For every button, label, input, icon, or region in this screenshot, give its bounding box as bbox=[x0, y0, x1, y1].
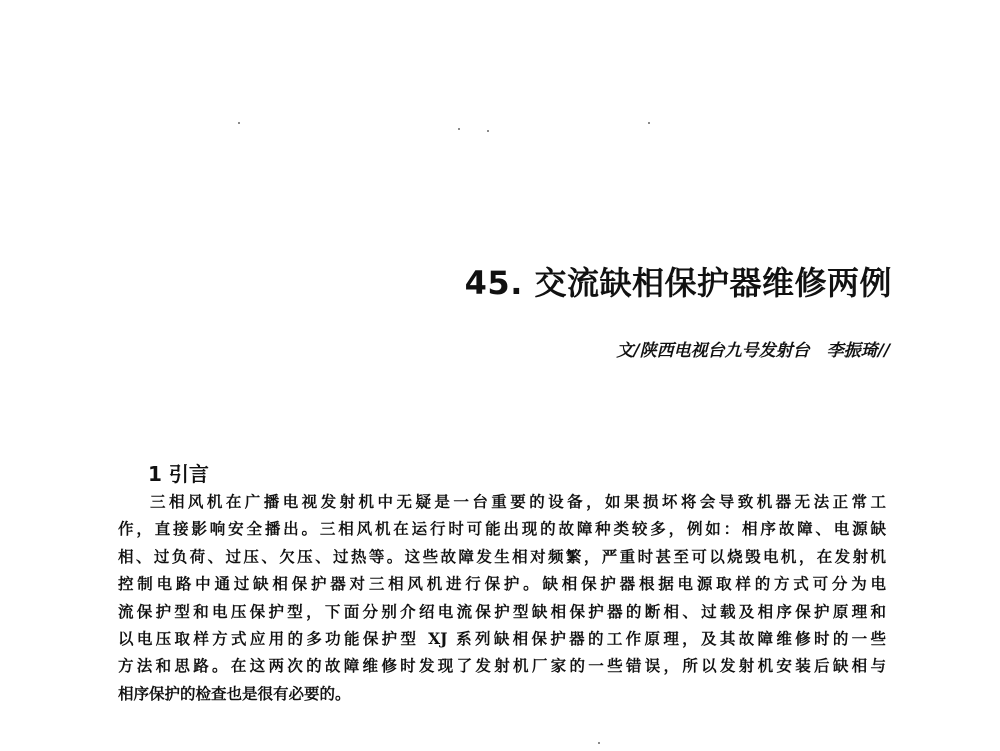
scan-speck bbox=[648, 122, 650, 124]
paragraph-line: 相序保护的检查也是很有必要的。 bbox=[118, 683, 351, 703]
paragraph-line: 作，直接影响安全播出。三相风机在运行时可能出现的故障种类较多，例如：相序故障、电源缺 bbox=[118, 519, 886, 539]
paragraph-line: 以电压取样方式应用的多功能保护型 XJ 系列缺相保护器的工作原理，及其故障维修时的一些 bbox=[118, 629, 886, 649]
paragraph-line: 相、过负荷、过压、欠压、过热等。这些故障发生相对频繁，严重时甚至可以烧毁电机，在发射机 bbox=[118, 546, 886, 566]
paragraph bbox=[118, 488, 886, 707]
paragraph-line: 三相风机在广播电视发射机中无疑是一台重要的设备，如果损坏将会导致机器无法正常工 bbox=[150, 492, 886, 511]
scan-speck bbox=[487, 130, 489, 132]
author-byline: 文/陕西电视台九号发射台 李振琦// bbox=[616, 341, 890, 361]
paragraph-line: 方法和思路。在这两次的故障维修时发现了发射机厂家的一些错误，所以发射机安装后缺相与 bbox=[118, 656, 886, 676]
scan-speck bbox=[458, 128, 460, 130]
section-heading: 1 引言 bbox=[148, 462, 209, 486]
article-title: 45. 交流缺相保护器维修两例 bbox=[464, 264, 892, 302]
scan-speck bbox=[238, 122, 240, 124]
paragraph-line: 控制电路中通过缺相保护器对三相风机进行保护。缺相保护器根据电源取样的方式可分为电 bbox=[118, 574, 886, 594]
paragraph-line: 流保护型和电压保护型，下面分别介绍电流保护型缺相保护器的断相、过载及相序保护原理和 bbox=[118, 601, 886, 621]
scan-speck bbox=[598, 742, 600, 744]
